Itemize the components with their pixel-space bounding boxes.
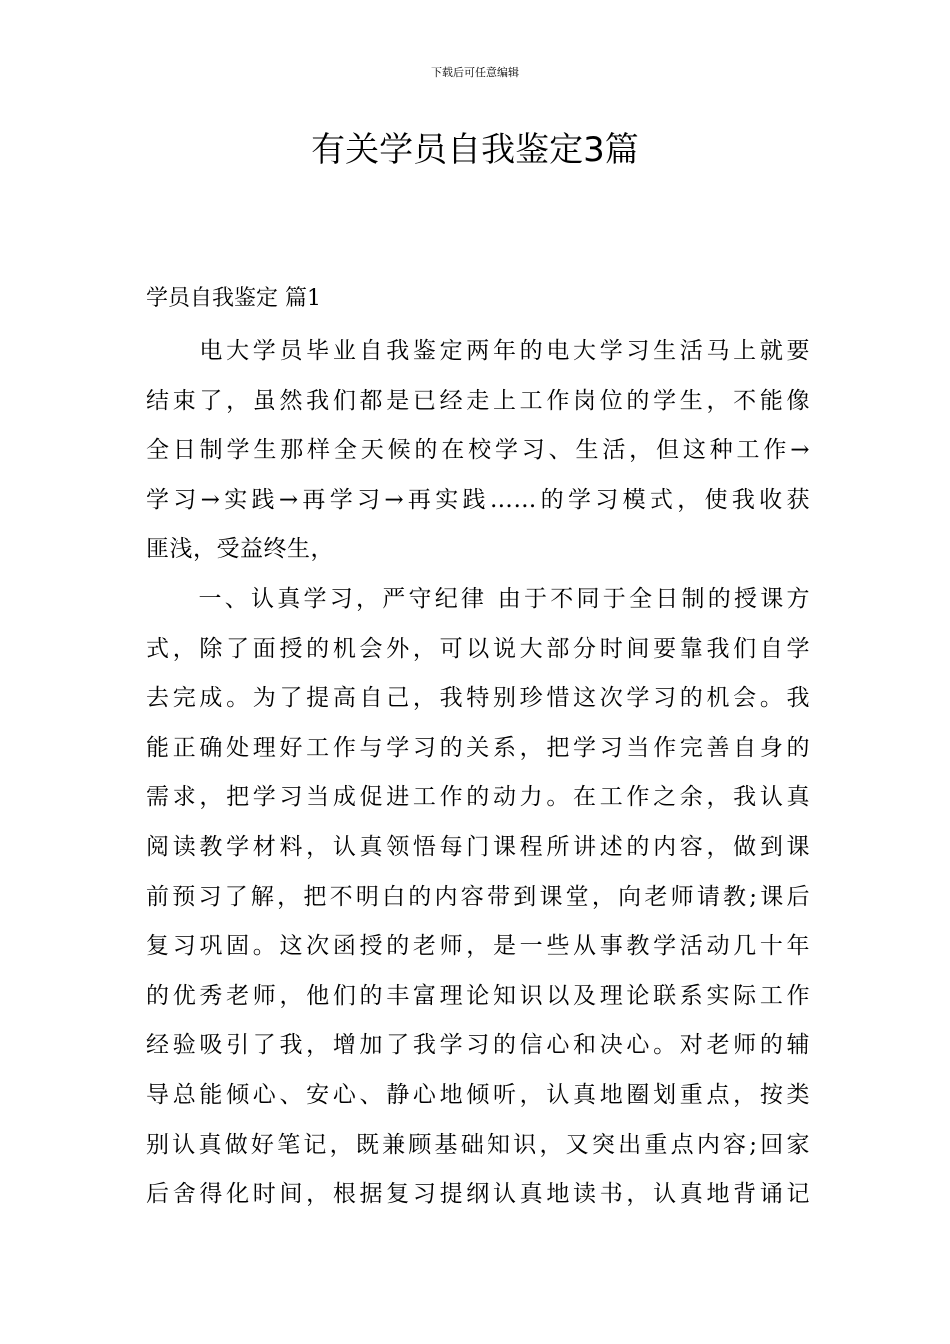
header-note: 下载后可任意编辑	[431, 66, 519, 79]
section-heading: 学员自我鉴定 篇1	[146, 286, 321, 311]
paragraph-line: 去完成。为了提高自己，我特别珍惜这次学习的机会。我	[146, 685, 810, 712]
paragraph-line: 结束了，虽然我们都是已经走上工作岗位的学生，不能像	[146, 387, 810, 414]
paragraph-line: 复习巩固。这次函授的老师，是一些从事教学活动几十年	[146, 933, 810, 960]
paragraph-line: 能正确处理好工作与学习的关系，把学习当作完善自身的	[146, 734, 810, 761]
paragraph-2	[146, 575, 810, 1220]
paragraph-line: 学习→实践→再学习→再实践……的学习模式，使我收获	[146, 486, 810, 513]
paragraph-line: 导总能倾心、安心、静心地倾听，认真地圈划重点，按类	[146, 1081, 810, 1108]
document-title: 有关学员自我鉴定3篇	[311, 130, 639, 170]
paragraph-line: 后舍得化时间，根据复习提纲认真地读书，认真地背诵记	[146, 1181, 810, 1208]
paragraph-1	[146, 327, 810, 575]
paragraph-line: 全日制学生那样全天候的在校学习、生活，但这种工作→	[146, 437, 810, 464]
paragraph-line: 的优秀老师，他们的丰富理论知识以及理论联系实际工作	[146, 982, 810, 1009]
paragraph-line: 匪浅，受益终生，	[146, 536, 334, 563]
paragraph-line: 阅读教学材料，认真领悟每门课程所讲述的内容，做到课	[146, 833, 810, 860]
paragraph-line: 一、认真学习，严守纪律 由于不同于全日制的授课方	[146, 586, 810, 612]
paragraph-line: 电大学员毕业自我鉴定两年的电大学习生活马上就要	[146, 338, 810, 364]
paragraph-line: 需求，把学习当成促进工作的动力。在工作之余，我认真	[146, 784, 810, 811]
paragraph-line: 前预习了解，把不明白的内容带到课堂，向老师请教;课后	[146, 883, 810, 910]
paragraph-line: 别认真做好笔记，既兼顾基础知识，又突出重点内容;回家	[146, 1131, 810, 1158]
paragraph-line: 经验吸引了我，增加了我学习的信心和决心。对老师的辅	[146, 1032, 810, 1059]
paragraph-line: 式，除了面授的机会外，可以说大部分时间要靠我们自学	[146, 635, 810, 662]
